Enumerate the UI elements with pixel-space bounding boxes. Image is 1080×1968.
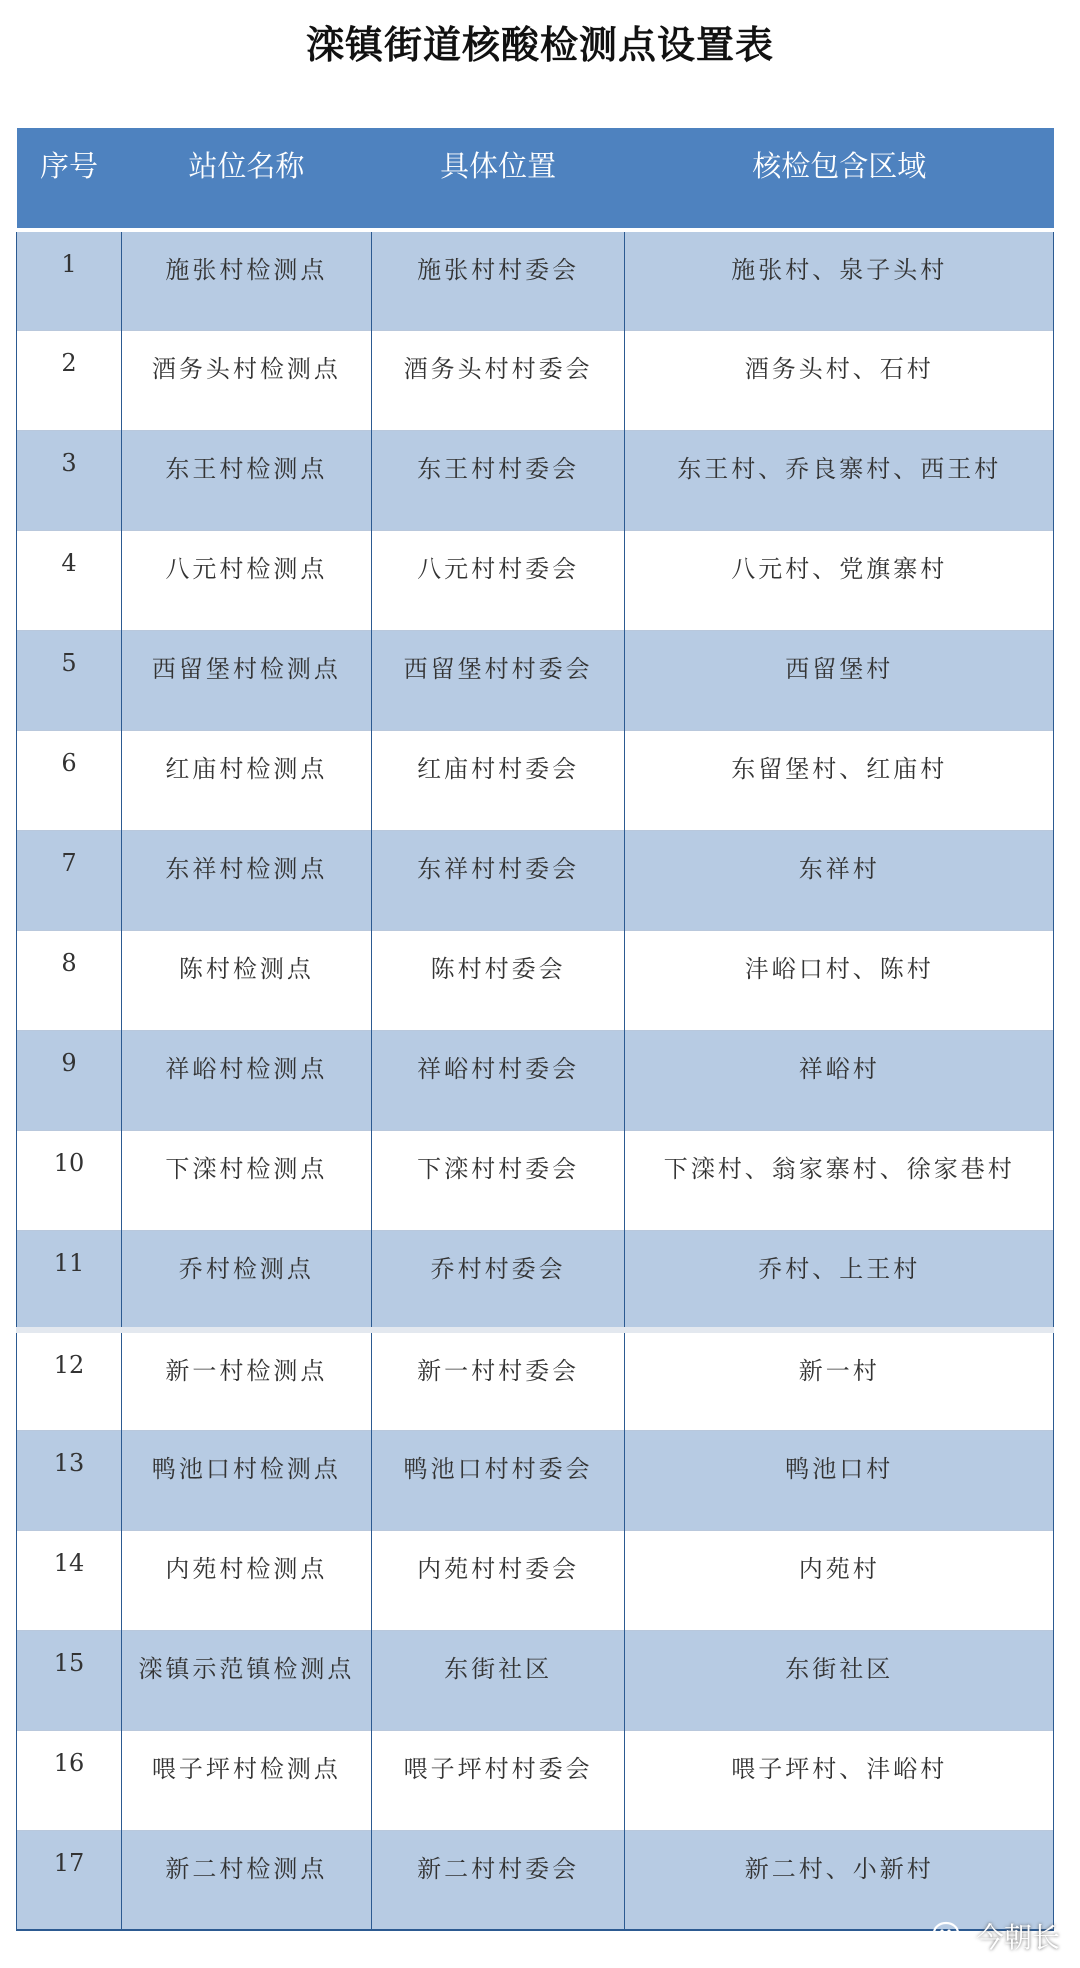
cell-index: 12	[17, 1330, 122, 1430]
cell-site-name: 乔村检测点	[121, 1230, 371, 1330]
header-coverage-area: 核检包含区域	[625, 128, 1054, 230]
table-row	[17, 530, 1054, 630]
cell-coverage-area: 乔村、上王村	[625, 1230, 1054, 1330]
testing-sites-table	[16, 128, 1054, 1931]
cell-site-name: 陈村检测点	[121, 930, 371, 1030]
cell-index: 8	[17, 930, 122, 1030]
table-row	[17, 1630, 1054, 1730]
cell-coverage-area: 喂子坪村、沣峪村	[625, 1730, 1054, 1830]
cell-coverage-area: 东祥村	[625, 830, 1054, 930]
cell-coverage-area: 东王村、乔良寨村、西王村	[625, 430, 1054, 530]
cell-location: 八元村村委会	[371, 530, 625, 630]
header-index: 序号	[17, 128, 122, 230]
cell-coverage-area: 下滦村、翁家寨村、徐家巷村	[625, 1130, 1054, 1230]
table-row	[17, 730, 1054, 830]
cell-site-name: 东祥村检测点	[121, 830, 371, 930]
cell-index: 15	[17, 1630, 122, 1730]
table-row	[17, 1730, 1054, 1830]
cell-coverage-area: 内苑村	[625, 1530, 1054, 1630]
cell-site-name: 新一村检测点	[121, 1330, 371, 1430]
cell-index: 1	[17, 230, 122, 330]
cell-index: 13	[17, 1430, 122, 1530]
table-row	[17, 930, 1054, 1030]
cell-location: 东王村村委会	[371, 430, 625, 530]
cell-location: 乔村村委会	[371, 1230, 625, 1330]
cell-site-name: 新二村检测点	[121, 1830, 371, 1930]
cell-site-name: 喂子坪村检测点	[121, 1730, 371, 1830]
cell-coverage-area: 祥峪村	[625, 1030, 1054, 1130]
cell-index: 2	[17, 330, 122, 430]
cell-site-name: 施张村检测点	[121, 230, 371, 330]
cell-index: 9	[17, 1030, 122, 1130]
cell-coverage-area: 沣峪口村、陈村	[625, 930, 1054, 1030]
cell-coverage-area: 新一村	[625, 1330, 1054, 1430]
cell-coverage-area: 新二村、小新村	[625, 1830, 1054, 1930]
table-row	[17, 330, 1054, 430]
table-row	[17, 1530, 1054, 1630]
cell-index: 3	[17, 430, 122, 530]
header-location: 具体位置	[371, 128, 625, 230]
cell-location: 新二村村委会	[371, 1830, 625, 1930]
cell-location: 鸭池口村村委会	[371, 1430, 625, 1530]
table-row	[17, 1430, 1054, 1530]
table-row	[17, 1230, 1054, 1330]
table-row	[17, 630, 1054, 730]
cell-location: 内苑村村委会	[371, 1530, 625, 1630]
cell-coverage-area: 西留堡村	[625, 630, 1054, 730]
table-body	[17, 230, 1054, 1930]
wechat-icon	[932, 1921, 968, 1951]
table-row	[17, 430, 1054, 530]
cell-site-name: 八元村检测点	[121, 530, 371, 630]
watermark-text: 今朝长	[975, 1921, 1060, 1954]
table-row	[17, 1830, 1054, 1930]
cell-coverage-area: 东留堡村、红庙村	[625, 730, 1054, 830]
cell-coverage-area: 酒务头村、石村	[625, 330, 1054, 430]
table-row	[17, 1130, 1054, 1230]
page-title: 滦镇街道核酸检测点设置表	[305, 23, 774, 67]
cell-site-name: 东王村检测点	[121, 430, 371, 530]
watermark	[932, 1916, 1060, 1956]
cell-index: 11	[17, 1230, 122, 1330]
cell-location: 新一村村委会	[371, 1330, 625, 1430]
cell-site-name: 祥峪村检测点	[121, 1030, 371, 1130]
cell-site-name: 鸭池口村检测点	[121, 1430, 371, 1530]
cell-location: 红庙村村委会	[371, 730, 625, 830]
table-row	[17, 830, 1054, 930]
table-row	[17, 230, 1054, 330]
cell-index: 6	[17, 730, 122, 830]
table-header-row	[17, 128, 1054, 230]
cell-index: 17	[17, 1830, 122, 1930]
cell-index: 16	[17, 1730, 122, 1830]
cell-coverage-area: 八元村、党旗寨村	[625, 530, 1054, 630]
cell-index: 7	[17, 830, 122, 930]
cell-index: 14	[17, 1530, 122, 1630]
cell-index: 4	[17, 530, 122, 630]
table-row	[17, 1330, 1054, 1430]
cell-location: 施张村村委会	[371, 230, 625, 330]
cell-location: 东祥村村委会	[371, 830, 625, 930]
header-site-name: 站位名称	[121, 128, 371, 230]
cell-coverage-area: 施张村、泉子头村	[625, 230, 1054, 330]
table-row	[17, 1030, 1054, 1130]
cell-index: 5	[17, 630, 122, 730]
cell-coverage-area: 鸭池口村	[625, 1430, 1054, 1530]
cell-coverage-area: 东街社区	[625, 1630, 1054, 1730]
cell-location: 喂子坪村村委会	[371, 1730, 625, 1830]
cell-site-name: 红庙村检测点	[121, 730, 371, 830]
cell-site-name: 西留堡村检测点	[121, 630, 371, 730]
cell-location: 酒务头村村委会	[371, 330, 625, 430]
cell-site-name: 下滦村检测点	[121, 1130, 371, 1230]
cell-site-name: 内苑村检测点	[121, 1530, 371, 1630]
cell-index: 10	[17, 1130, 122, 1230]
cell-location: 祥峪村村委会	[371, 1030, 625, 1130]
cell-site-name: 滦镇示范镇检测点	[121, 1630, 371, 1730]
cell-location: 西留堡村村委会	[371, 630, 625, 730]
cell-site-name: 酒务头村检测点	[121, 330, 371, 430]
cell-location: 东街社区	[371, 1630, 625, 1730]
cell-location: 陈村村委会	[371, 930, 625, 1030]
cell-location: 下滦村村委会	[371, 1130, 625, 1230]
